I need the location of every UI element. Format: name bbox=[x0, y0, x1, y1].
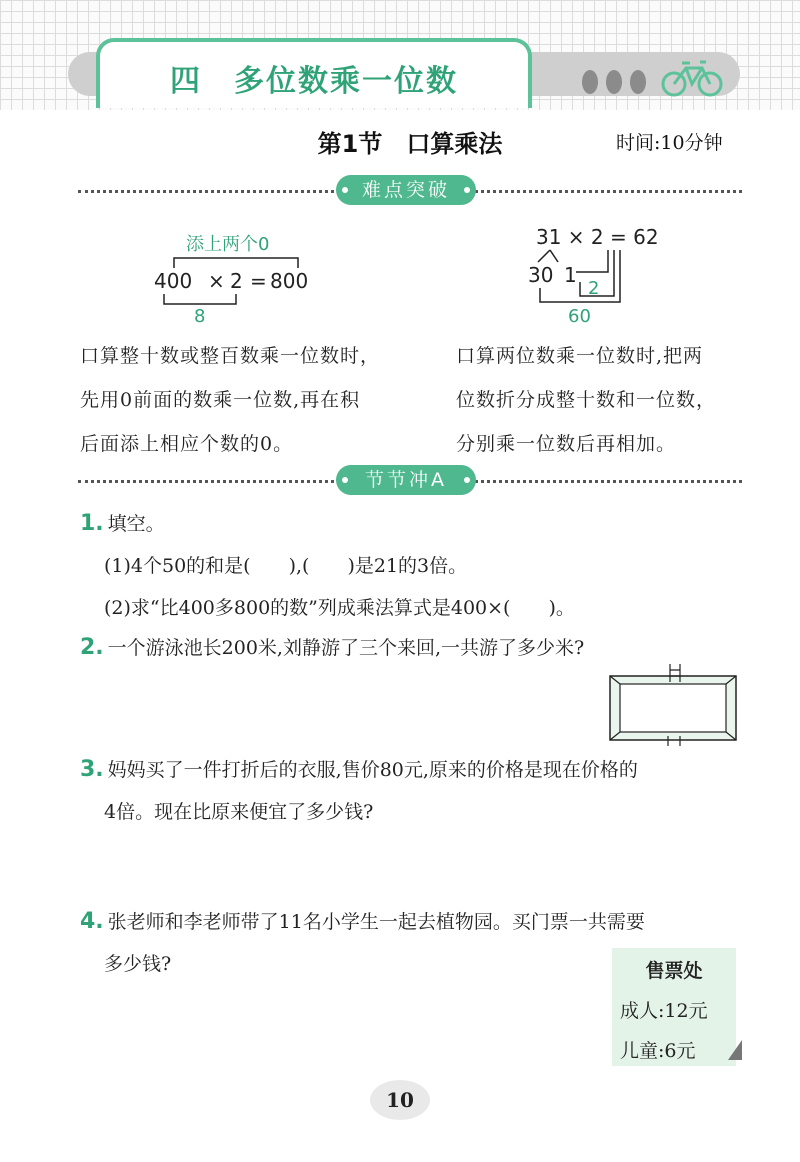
pool-icon bbox=[608, 662, 740, 746]
tip-left-line: 先用0前面的数乘一位数,再在积 bbox=[80, 389, 361, 411]
example1-eq: = bbox=[250, 269, 267, 293]
tip-right-line: 口算两位数乘一位数时,把两 bbox=[456, 345, 704, 367]
example2-ones: 1 bbox=[564, 263, 577, 287]
question-1 bbox=[80, 510, 165, 538]
bicycle-icon bbox=[660, 54, 724, 98]
section-title: 第1节 口算乘法 bbox=[317, 130, 503, 158]
ticket-adult-price: 成人:12元 bbox=[620, 1000, 708, 1022]
difficulty-badge: 难点突破 bbox=[336, 175, 476, 205]
question-number: 1. bbox=[80, 511, 104, 536]
question-number: 4. bbox=[80, 909, 104, 934]
example1-multiplicand: 400 bbox=[154, 269, 193, 293]
tip-right bbox=[456, 334, 716, 466]
tip-left-line: 后面添上相应个数的0。 bbox=[80, 433, 294, 455]
example1-result: 800 bbox=[270, 269, 309, 293]
question-2 bbox=[80, 634, 584, 662]
ticket-corner bbox=[728, 1040, 742, 1060]
chapter-title: 四 多位数乘一位数 bbox=[170, 64, 458, 99]
question-number: 3. bbox=[80, 757, 104, 782]
question-3 bbox=[80, 756, 638, 784]
example1-subproduct: 8 bbox=[194, 306, 206, 327]
example2-tens-product: 60 bbox=[568, 306, 591, 327]
example2-diagram bbox=[520, 220, 690, 330]
question-4 bbox=[80, 908, 645, 936]
example1-multiplier: 2 bbox=[230, 269, 243, 293]
question-text: 张老师和李老师带了11名小学生一起去植物园。买门票一共需要 bbox=[107, 911, 645, 933]
header-dot bbox=[582, 70, 598, 94]
question-text: 一个游泳池长200米,刘静游了三个来回,一共游了多少米? bbox=[107, 637, 585, 659]
example1-note: 添上两个0 bbox=[186, 234, 270, 255]
question-text: 妈妈买了一件打折后的衣服,售价80元,原来的价格是现在价格的 bbox=[107, 759, 638, 781]
question-3-line-2: 4倍。现在比原来便宜了多少钱? bbox=[104, 801, 374, 823]
example1-op: × bbox=[208, 269, 225, 293]
header-dot bbox=[630, 70, 646, 94]
example1-diagram bbox=[150, 228, 320, 328]
tip-left-line: 口算整十数或整百数乘一位数时， bbox=[80, 345, 381, 367]
practice-badge: 节节冲A bbox=[336, 465, 476, 495]
example2-equation: 31 × 2 = 62 bbox=[536, 225, 659, 249]
ticket-title: 售票处 bbox=[645, 960, 703, 982]
header-dot bbox=[606, 70, 622, 94]
tip-right-line: 分别乘一位数后再相加。 bbox=[456, 433, 677, 455]
example2-tens: 30 bbox=[528, 263, 554, 287]
question-1-part-2: (2)求“比400多800的数”列成乘法算式是400×( )。 bbox=[104, 597, 575, 619]
question-4-line-2: 多少钱? bbox=[104, 953, 172, 975]
question-text: 填空。 bbox=[107, 513, 165, 535]
example2-ones-product: 2 bbox=[588, 278, 600, 299]
tip-left bbox=[80, 334, 380, 466]
question-number: 2. bbox=[80, 635, 104, 660]
time-label: 时间:10分钟 bbox=[616, 132, 723, 154]
tip-right-line: 位数折分成整十数和一位数， bbox=[456, 389, 717, 411]
ticket-child-price: 儿童:6元 bbox=[620, 1040, 696, 1062]
question-1-part-1: (1)4个50的和是( ),( )是21的3倍。 bbox=[104, 555, 468, 577]
page-number: 10 bbox=[386, 1088, 414, 1112]
